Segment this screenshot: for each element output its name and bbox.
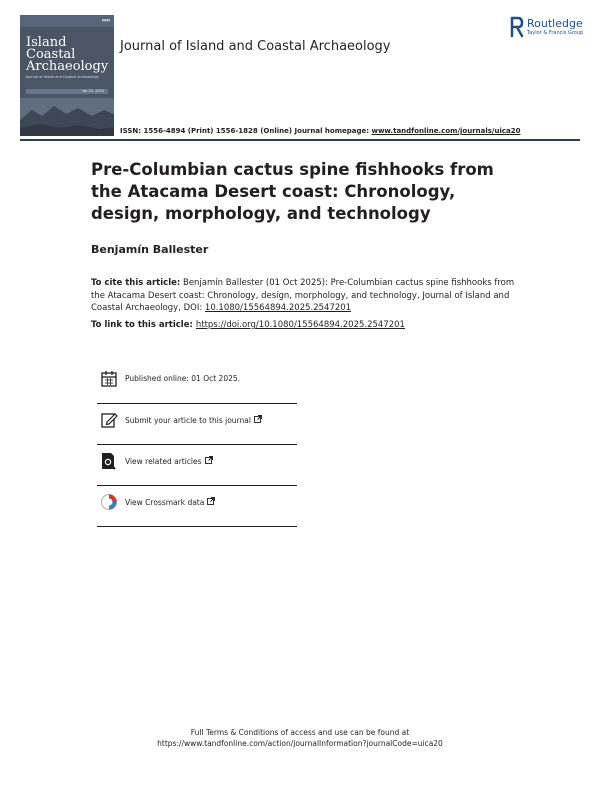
article-link-block	[91, 319, 521, 332]
citation-doi-link[interactable]: 10.1080/15564894.2025.2547201	[204, 303, 352, 313]
journal-homepage-link[interactable]: www.tandfonline.com/journals/uica20	[371, 127, 521, 135]
article-author: Benjamín Ballester	[91, 243, 209, 256]
cover-publisher-tag: ▮▮▮▮▮	[101, 18, 110, 22]
cover-title-line2: Coastal	[26, 47, 76, 62]
issn-line	[120, 127, 520, 135]
cover-landscape-image	[20, 98, 114, 136]
related-articles-text: View related articles	[125, 457, 202, 466]
journal-title[interactable]: Journal of Island and Coastal Archaeology	[120, 39, 391, 54]
routledge-r-icon	[510, 16, 524, 38]
crossmark-icon	[100, 493, 118, 511]
header-divider	[20, 139, 580, 141]
published-online-text: Published online: 01 Oct 2025.	[125, 374, 241, 383]
external-link-icon	[207, 497, 215, 505]
crossmark-text: View Crossmark data	[125, 498, 205, 507]
footer-terms-text: Full Terms & Conditions of access and use can be found at	[190, 728, 410, 737]
article-title: Pre-Columbian cactus spine fishhooks from the Atacama Desert coast: Chronology, design, morphology, and technology	[91, 160, 494, 223]
citation-label: To cite this article:	[91, 278, 181, 288]
external-link-icon	[205, 456, 213, 464]
cover-subtitle: Journal of Island and Coastal Archaeology	[26, 75, 99, 79]
journal-cover	[20, 15, 114, 136]
cover-volume: Vol 20, 2025	[26, 89, 108, 94]
cover-title-line3: Archaeology	[26, 59, 109, 74]
edit-pencil-icon	[100, 411, 118, 429]
submit-article-text: Submit your article to this journal	[125, 416, 251, 425]
issn-text: ISSN: 1556-4894 (Print) 1556-1828 (Online) Journal homepage:	[120, 127, 372, 135]
cover-title	[26, 37, 110, 73]
citation-text: Benjamín Ballester (01 Oct 2025): Pre-Columbian cactus spine fishhooks from the Atacama Desert coast: Chronology, design, morphology, and technology, Journal of Island and Coastal Archaeology, DOI:	[91, 278, 515, 313]
related-articles-icon	[100, 452, 118, 470]
cover-title-line1: Island	[26, 35, 67, 50]
published-online-row	[97, 362, 297, 404]
submit-article-row[interactable]	[97, 403, 297, 445]
crossmark-link[interactable]	[125, 497, 215, 507]
submit-article-link[interactable]	[125, 415, 262, 425]
external-link-icon	[254, 415, 262, 423]
related-articles-row[interactable]	[97, 444, 297, 486]
publisher-name: Routledge	[527, 17, 583, 30]
related-articles-link[interactable]	[125, 456, 213, 466]
link-label: To link to this article:	[91, 320, 196, 330]
terms-footer	[100, 727, 500, 749]
publisher-logo[interactable]	[510, 16, 585, 40]
calendar-icon	[100, 370, 118, 388]
citation-block	[91, 277, 521, 315]
publisher-tagline: Taylor & Francis Group	[527, 30, 584, 36]
article-url-link[interactable]: https://doi.org/10.1080/15564894.2025.2547201	[195, 320, 405, 330]
crossmark-row[interactable]	[97, 485, 297, 527]
cover-top-band	[20, 15, 114, 27]
footer-terms-link[interactable]: https://www.tandfonline.com/action/journalInformation?journalCode=uica20	[157, 739, 443, 748]
